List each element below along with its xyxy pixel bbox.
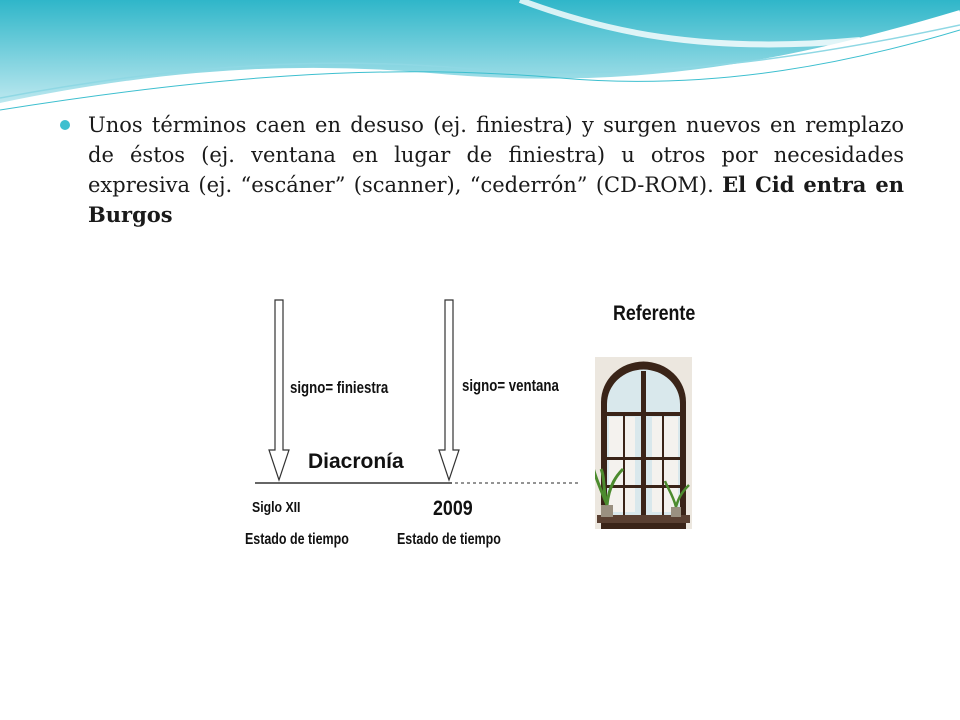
bullet-marker (60, 120, 70, 130)
estado-label-1: Estado de tiempo (245, 530, 349, 549)
arrow-finiestra (269, 300, 289, 480)
bullet-paragraph (88, 110, 904, 230)
referente-label: Referente (613, 301, 696, 326)
arrow-ventana (439, 300, 459, 480)
siglo-label: Siglo XII (252, 498, 301, 516)
bullet-bold-text: El Cid entra en Burgos (88, 172, 904, 227)
header-wave-decoration (0, 0, 960, 120)
signo-ventana-label: signo= ventana (462, 376, 559, 396)
bullet-text: Unos términos caen en desuso (ej. finiestra) y surgen nuevos en remplazo de éstos (ej. ventana en lugar de finiestra) u otros por necesidades expresiva (ej. “escáner” (scanner), “cederrón” (CD-ROM). (88, 113, 904, 197)
estado-label-2: Estado de tiempo (397, 530, 501, 549)
window-image (595, 357, 692, 529)
diacronia-label: Diacronía (308, 450, 404, 473)
year-label: 2009 (433, 496, 473, 521)
signo-finiestra-label: signo= finiestra (290, 378, 389, 398)
